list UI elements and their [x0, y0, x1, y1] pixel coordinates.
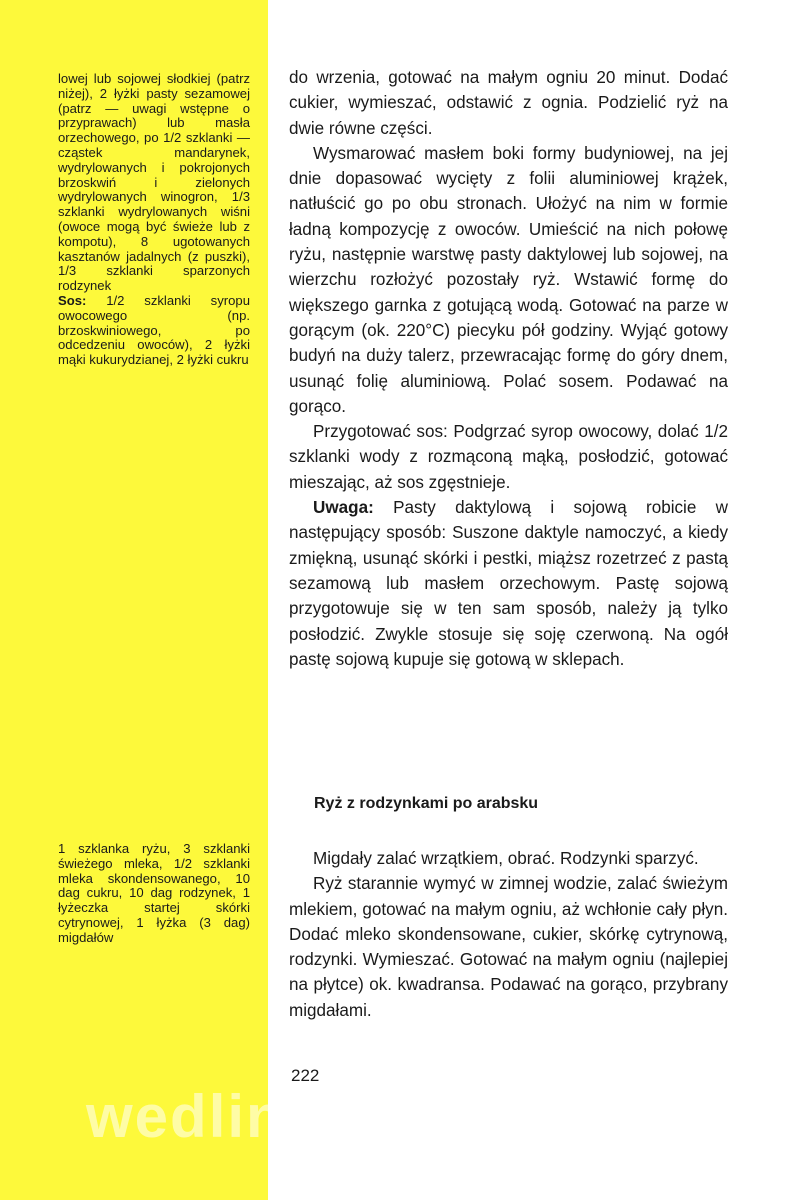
note-label: Uwaga:: [313, 498, 374, 518]
watermark: wedlinydomowe.pl: [86, 1083, 652, 1150]
paragraph-5: Ryż starannie wymyć w zimnej wodzie, zalać świeżym mlekiem, gotować na małym ogniu, aż wchłonie cały płyn. Dodać mleko skondensowane, cukier, skórkę cytrynową, rodzynki. Wymieszać. Gotować na małym ogniu (najlepiej na płytce) ok. kwadransa. Podawać na gorąco, przybrany migdałami.: [289, 874, 728, 1020]
paragraph-4: Migdały zalać wrzątkiem, obrać. Rodzynki sparzyć.: [313, 849, 699, 868]
paragraph-3: Przygotować sos: Podgrzać syrop owocowy, dolać 1/2 szklanki wody z rozmąconą mąką, posłodzić, gotować mieszając, aż sos zgęstnieje.: [289, 422, 728, 492]
recipe-title: Ryż z rodzynkami po arabsku: [314, 795, 539, 812]
recipe-body-2: [289, 846, 728, 1023]
sauce-label: Sos:: [58, 292, 87, 308]
ingredients-text-1a: lowej lub sojowej słodkiej (patrz niżej), 2 łyżki pasty sezamowej (patrz — uwagi wstępne o przyprawach) lub masła orzechowego, po 1/2 szklanki — cząstek mandarynek, wydrylowanych i pokrojonych brzoskwiń i zielonych wydrylowanych winogron, 1/3 szklanki wydrylowanych wiśni (owoce mogą być świeże lub z kompotu), 8 ugotowanych kasztanów jadalnych (z puszki), 1/3 szklanki sparzonych rodzynek: [58, 71, 250, 294]
note-paragraph: [289, 495, 728, 672]
paragraph-2: Wysmarować masłem boki formy budyniowej, na jej dnie dopasować wycięty z folii aluminiowej krążek, natłuścić go po obu stronach. Ułożyć na nim w formie ładną kompozycję z owoców. Umieścić na nich połowę ryżu, następnie warstwę pasty daktylowej lub sojowej, na wierzchu rozłożyć pozostały ryż. Wstawić formę do większego garnka z gotującą wodą. Gotować na parze w gorącym (ok. 220°C) piecyku pół godziny. Wyjąć gotowy budyń na duży talerz, przewracając formę do góry dnem, usunąć folię aluminiową. Polać sosem. Podawać na gorąco.: [289, 143, 728, 416]
ingredients-list-1: [58, 72, 250, 368]
ingredients-text-2: 1 szklanka ryżu, 3 szklanki świeżego mleka, 1/2 szklanki mleka skondensowanego, 10 dag cukru, 10 dag rodzynek, 1 łyżeczka startej skórki cytrynowej, 1 łyżka (3 dag) migdałów: [58, 841, 250, 945]
yellow-sidebar: [0, 0, 268, 1200]
sauce-text: 1/2 szklanki syropu owocowego (np. brzoskwiniowego, po odcedzeniu owoców), 2 łyżki mąki kukurydzianej, 2 łyżki cukru: [58, 292, 250, 368]
paragraph-1: do wrzenia, gotować na małym ogniu 20 minut. Dodać cukier, wymieszać, odstawić z ognia. Podzielić ryż na dwie równe części.: [289, 68, 728, 138]
ingredients-text-1: [58, 72, 250, 368]
note-text: Pasty daktylową i sojową robicie w następujący sposób: Suszone daktyle namoczyć, a kiedy zmiękną, usunąć skórki i pestki, miąższ rozetrzeć z pastą sezamową lub masłem orzechowym. Pastę sojową przygotowuje się w ten sam sposób, należy ją tylko posłodzić. Zwykle stosuje się soję czerwoną. Na ogół pastę sojową kupuje się gotową w sklepach.: [289, 498, 728, 669]
ingredients-list-2: [58, 842, 250, 946]
recipe-body-1: [289, 65, 728, 672]
page-number: 222: [291, 1066, 320, 1085]
